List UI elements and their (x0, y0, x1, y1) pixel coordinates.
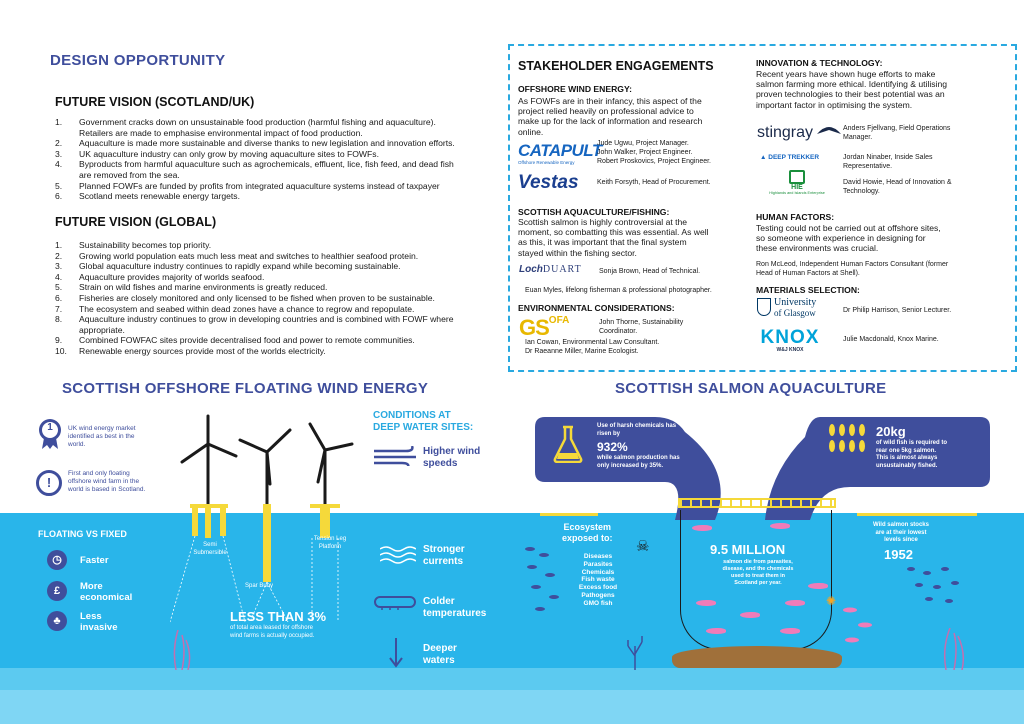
salmon-fish (692, 525, 712, 531)
knox-people: Julie Macdonald, Knox Marine. (843, 336, 939, 343)
arrow-down-icon (388, 638, 404, 668)
salmon-fish (785, 600, 805, 606)
salmon-fish (706, 628, 726, 634)
economical-label: More economical (80, 581, 133, 603)
lochduart-people: Sonja Brown, Head of Technical. (599, 268, 701, 275)
wild-fish-school-left (524, 545, 569, 615)
spar-label: Spar Buoy (245, 583, 274, 589)
wave-icon (380, 486, 414, 510)
glasgow-people: Dr Philip Harrison, Senior Lecturer. (843, 307, 952, 314)
invasive-label: Less invasive (80, 611, 118, 633)
hie-icon (789, 170, 805, 184)
wind-title: SCOTTISH OFFSHORE FLOATING WIND ENERGY (62, 380, 429, 397)
wild-fish-school-right (905, 565, 965, 615)
coral-icon (625, 636, 645, 670)
vision-item: 7. The ecosystem and seabed within dead zones have a chance to regrow and repopulate. (55, 303, 415, 314)
vision-uk-list (55, 117, 500, 202)
leaf-icon: ♣ (47, 611, 67, 631)
catapult-people: Jude Ugwu, Project Manager. John Walker, Project Engineer. Robert Proskovics, Project Engineer. (597, 140, 711, 165)
catapult-logo: CATAPULT Offshore Renewable Energy (518, 141, 602, 165)
vision-global-title: FUTURE VISION (GLOBAL) (55, 215, 217, 229)
human-people: Ron McLeod, Independent Human Factors Consultant (former Head of Human Factors at Shell). (756, 261, 949, 277)
net-rail-left (540, 513, 598, 516)
glasgow-logo: University of Glasgow (757, 298, 837, 318)
conditions-title: CONDITIONS AT DEEP WATER SITES: (373, 410, 474, 433)
pink-fish-outside (840, 600, 880, 650)
salmon-title: SCOTTISH SALMON AQUACULTURE (615, 380, 887, 397)
tlp-label: Tension Leg Platform (313, 536, 347, 550)
vision-item: 1. Government cracks down on unsustainable food production (harmful fishing and aquaculture). (55, 117, 436, 127)
salmon-fish (780, 628, 800, 634)
current-icon (380, 545, 416, 565)
floating-title: FLOATING VS FIXED (38, 529, 127, 539)
vision-item: appropriate. (79, 324, 125, 335)
kg-stat: 20kg (876, 424, 906, 439)
stingray-people: Anders Fjellvang, Field Operations Manager. (843, 125, 951, 141)
design-title: DESIGN OPPORTUNITY (50, 52, 226, 69)
materials-sh-title: MATERIALS SELECTION: (756, 285, 860, 295)
stingray-icon (817, 124, 841, 138)
pound-icon: £ (47, 581, 67, 601)
wind-sh-text: As FOWFs are in their infancy, this aspect of the project relied heavily on professional advice to make up for the lack of information and research online. (518, 96, 703, 137)
vision-item: 10. Renewable energy sources provide most of the worlds electricity. (55, 345, 326, 356)
deeptrekker-icon: ▲ (760, 154, 769, 161)
sea-surface-lite (0, 690, 1024, 724)
stake-title: STAKEHOLDER ENGAGEMENTS (518, 59, 714, 73)
less-than-stat: LESS THAN 3% (230, 609, 327, 624)
hie-people: David Howie, Head of Innovation & Technology. (843, 179, 952, 195)
fish-pen-float (678, 498, 836, 508)
info-icon: ! (36, 470, 62, 496)
vision-global-list (55, 240, 500, 357)
flask-icon (552, 425, 584, 463)
vision-item: 3. Global aquaculture industry continues to rapidly expand while becoming sustainable. (55, 261, 401, 272)
cond-currents: Stronger currents (423, 544, 465, 567)
vision-item: 9. Combined FOWFAC sites provide decentralised food and power to remote communities. (55, 335, 415, 346)
chem-text-top: Use of harsh chemicals has risen by (597, 423, 677, 437)
wild-year: 1952 (884, 547, 913, 562)
wind-sh-title: OFFSHORE WIND ENERGY: (518, 84, 632, 94)
vision-item: 5. Strain on wild fishes and marine environments is greatly reduced. (55, 282, 328, 293)
vision-item: 4. Aquaculture provides majority of worlds seafood. (55, 271, 265, 282)
wild-text: Wild salmon stocks are at their lowest levels since (873, 522, 929, 543)
glasgow-crest-icon (757, 298, 771, 316)
cond-deeper: Deeper waters (423, 643, 457, 666)
vision-item: Retailers are made to emphasise environmental impact of food production. (79, 127, 363, 138)
human-sh-title: HUMAN FACTORS: (756, 212, 835, 222)
sea-urchin-icon: ✺ (826, 594, 837, 608)
salmon-fish (770, 523, 790, 529)
badge2-text: First and only floating offshore wind farm in the world is based in Scotland. (68, 470, 146, 493)
skull-icon: ☠ (636, 538, 650, 555)
faster-label: Faster (80, 555, 109, 566)
vision-item: 8. Aquaculture industry continues to grow in developing countries and is combined with FOWF where (55, 314, 454, 325)
seabed-waste (672, 646, 842, 668)
gsofa-logo: $GS^{OFA}$ (519, 315, 570, 340)
wind-icon (372, 446, 420, 466)
chem-text-bottom: while salmon production has only increased by 35%. (597, 455, 680, 469)
salmon-sh-text: Scottish salmon is highly controversial at the moment, so combatting this was essential. As well as this, it was important that the final system stayed within the fishing sector. (518, 217, 709, 258)
less-than-sub: of total area leased for offshore wind farms is actually occupied. (230, 625, 315, 639)
vision-item: are removed from the sea. (79, 169, 180, 180)
award-badge: 1 (37, 418, 63, 444)
turbines-illustration (170, 412, 360, 632)
cond-wind: Higher wind speeds (423, 446, 481, 469)
salmon-fish (740, 612, 760, 618)
million-stat: 9.5 MILLION (710, 542, 786, 557)
eco-list: Diseases Parasites Chemicals Fish waste Excess food Pathogens GMO fish (578, 553, 618, 607)
vision-item: 4. Byproducts from harmful aquaculture such as agrochemicals, effluent, lice, fish feed, and dead fish (55, 159, 454, 170)
gsofa-people: John Thorne, Sustainability Coordinator. (599, 319, 684, 335)
knox-logo: KNOX W&J KNOX (760, 327, 820, 353)
thermometer-icon (374, 596, 416, 610)
salmon-sh-title: SCOTTISH AQUACULTURE/FISHING: (518, 207, 670, 217)
seaweed-right-icon (942, 628, 966, 670)
kg-text: of wild fish is required to rear one 5kg salmon. This is almost always unsustainably fished. (876, 440, 948, 469)
deeptrekker-logo: ▲ DEEP TREKKER (760, 154, 820, 161)
vestas-people: Keith Forsyth, Head of Procurement. (597, 179, 711, 186)
cond-colder: Colder temperatures (423, 596, 487, 619)
vision-item: 2. Aquaculture is made more sustainable and diverse thanks to new legislation and innovation efforts. (55, 138, 455, 149)
clock-icon: ◷ (47, 550, 67, 570)
euan-people: Euan Myles, lifelong fisherman & professional photographer. (525, 287, 712, 294)
vestas-logo: Vestas (518, 172, 579, 193)
vision-uk-title: FUTURE VISION (SCOTLAND/UK) (55, 95, 255, 109)
eco-title: Ecosystem exposed to: (562, 522, 613, 543)
vision-item: 3. UK aquaculture industry can only grow by moving aquaculture sites to FOWFs. (55, 148, 379, 159)
chem-pct: 932% (597, 440, 628, 454)
fish-school-icon (826, 422, 876, 462)
human-sh-text: Testing could not be carried out at offshore sites, so someone with experience in designing for these environments was crucial. (756, 223, 941, 254)
seaweed-icon (172, 630, 192, 670)
vision-item: 2. Growing world population eats much less meat and switches to healthier seafood protein. (55, 250, 419, 261)
hie-logo: HIE Highlands and Islands Enterprise (758, 170, 836, 195)
million-text: salmon die from parasites, disease, and the chemicals used to treat them in Scotland per year. (722, 559, 794, 586)
env-others: Ian Cowan, Environmental Law Consultant. Dr Raeanne Miller, Marine Ecologist. (525, 339, 660, 355)
innov-sh-text: Recent years have shown huge efforts to make salmon farming more ethical. Identifying & utilising proven technologies to their best potential was an important factor in optimising the system. (756, 69, 948, 110)
innov-sh-title: INNOVATION & TECHNOLOGY: (756, 58, 883, 68)
vision-item: 6. Scotland meets renewable energy targets. (55, 191, 240, 202)
vision-item: 6. Fisheries are closely monitored and only licensed to be fished when proven to be sustainable. (55, 292, 435, 303)
cond-waves: Larger waves (423, 490, 455, 513)
lochduart-logo: LochDUART (519, 264, 582, 275)
salmon-fish (696, 600, 716, 606)
deeptrekker-people: Jordan Ninaber, Inside Sales Representative. (843, 154, 933, 170)
salmon-fish (808, 583, 828, 589)
stingray-logo: stingray (757, 124, 841, 142)
semi-sub-label: Semi Submersible (193, 542, 227, 556)
vision-item: 1. Sustainability becomes top priority. (55, 240, 212, 250)
net-rail-right (857, 513, 977, 516)
vision-item: 5. Planned FOWFs are funded by profits from integrated aquaculture systems instead of taxpayer (55, 180, 440, 191)
badge1-text: UK wind energy market identified as best in the world. (68, 425, 136, 448)
env-sh-title: ENVIRONMENTAL CONSIDERATIONS: (518, 303, 675, 313)
